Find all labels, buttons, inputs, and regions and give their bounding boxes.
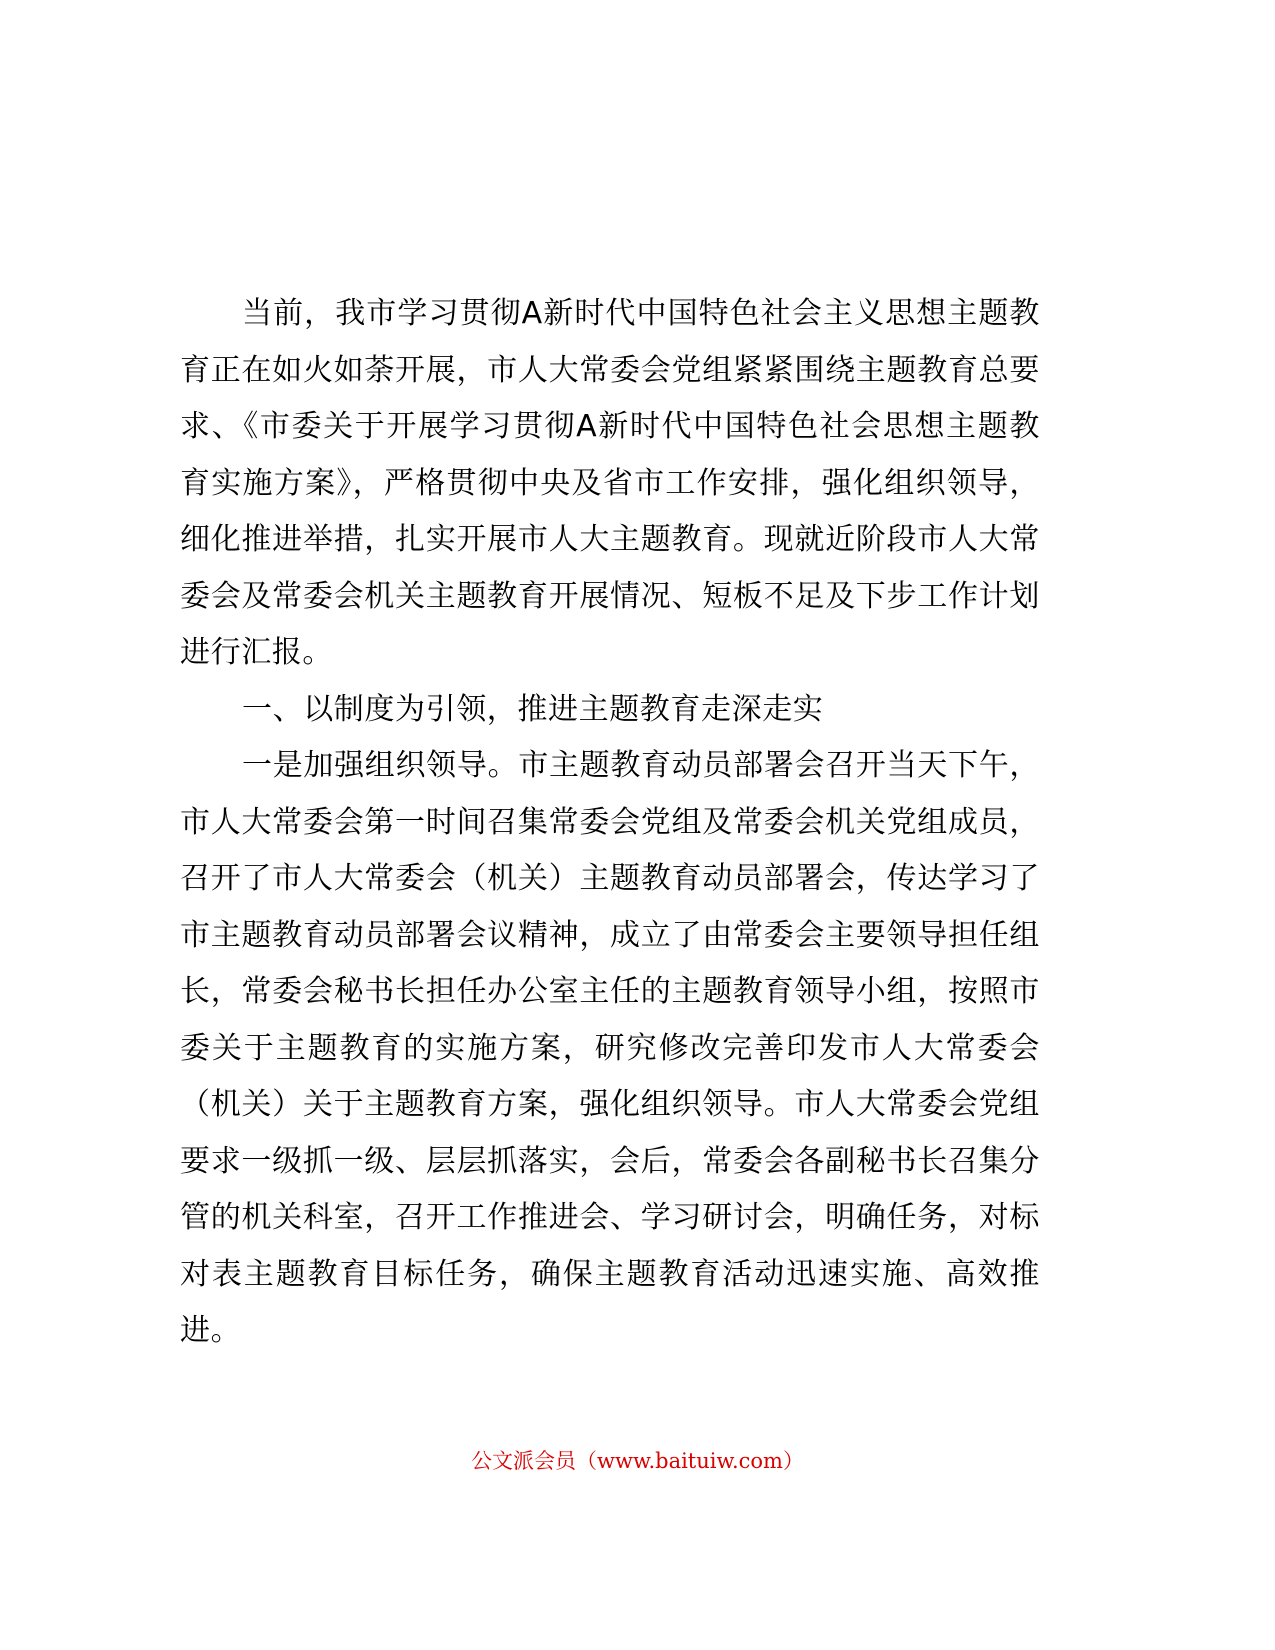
body-paragraph: 一是加强组织领导。市主题教育动员部署会召开当天下午，市人大常委会第一时间召集常委会党组及常委会机关党组成员，召开了市人大常委会（机关）主题教育动员部署会，传达学习了市主题教育动员部署会议精神，成立了由常委会主要领导担任组长，常委会秘书长担任办公室主任的主题教育领导小组，按照市委关于主题教育的实施方案，研究修改完善印发市人大常委会（机关）关于主题教育方案，强化组织领导。市人大常委会党组要求一级抓一级、层层抓落实，会后，常委会各副秘书长召集分管的机关科室，召开工作推进会、学习研讨会，明确任务，对标对表主题教育目标任务，确保主题教育活动迅速实施、高效推进。 xyxy=(180,748,1040,1348)
footer-watermark: 公文派会员（www.baituiw.com） xyxy=(471,1449,804,1473)
intro-paragraph: 当前，我市学习贯彻A新时代中国特色社会主义思想主题教育正在如火如荼开展，市人大常委会党组紧紧围绕主题教育总要求、《市委关于开展学习贯彻A新时代中国特色社会思想主题教育实施方案》，严格贯彻中央及省市工作安排，强化组织领导，细化推进举措，扎实开展市人大主题教育。现就近阶段市人大常委会及常委会机关主题教育开展情况、短板不足及下步工作计划进行汇报。 xyxy=(180,296,1040,670)
document-body xyxy=(180,286,1040,1360)
section-heading: 一、以制度为引领，推进主题教育走深走实 xyxy=(242,691,824,727)
